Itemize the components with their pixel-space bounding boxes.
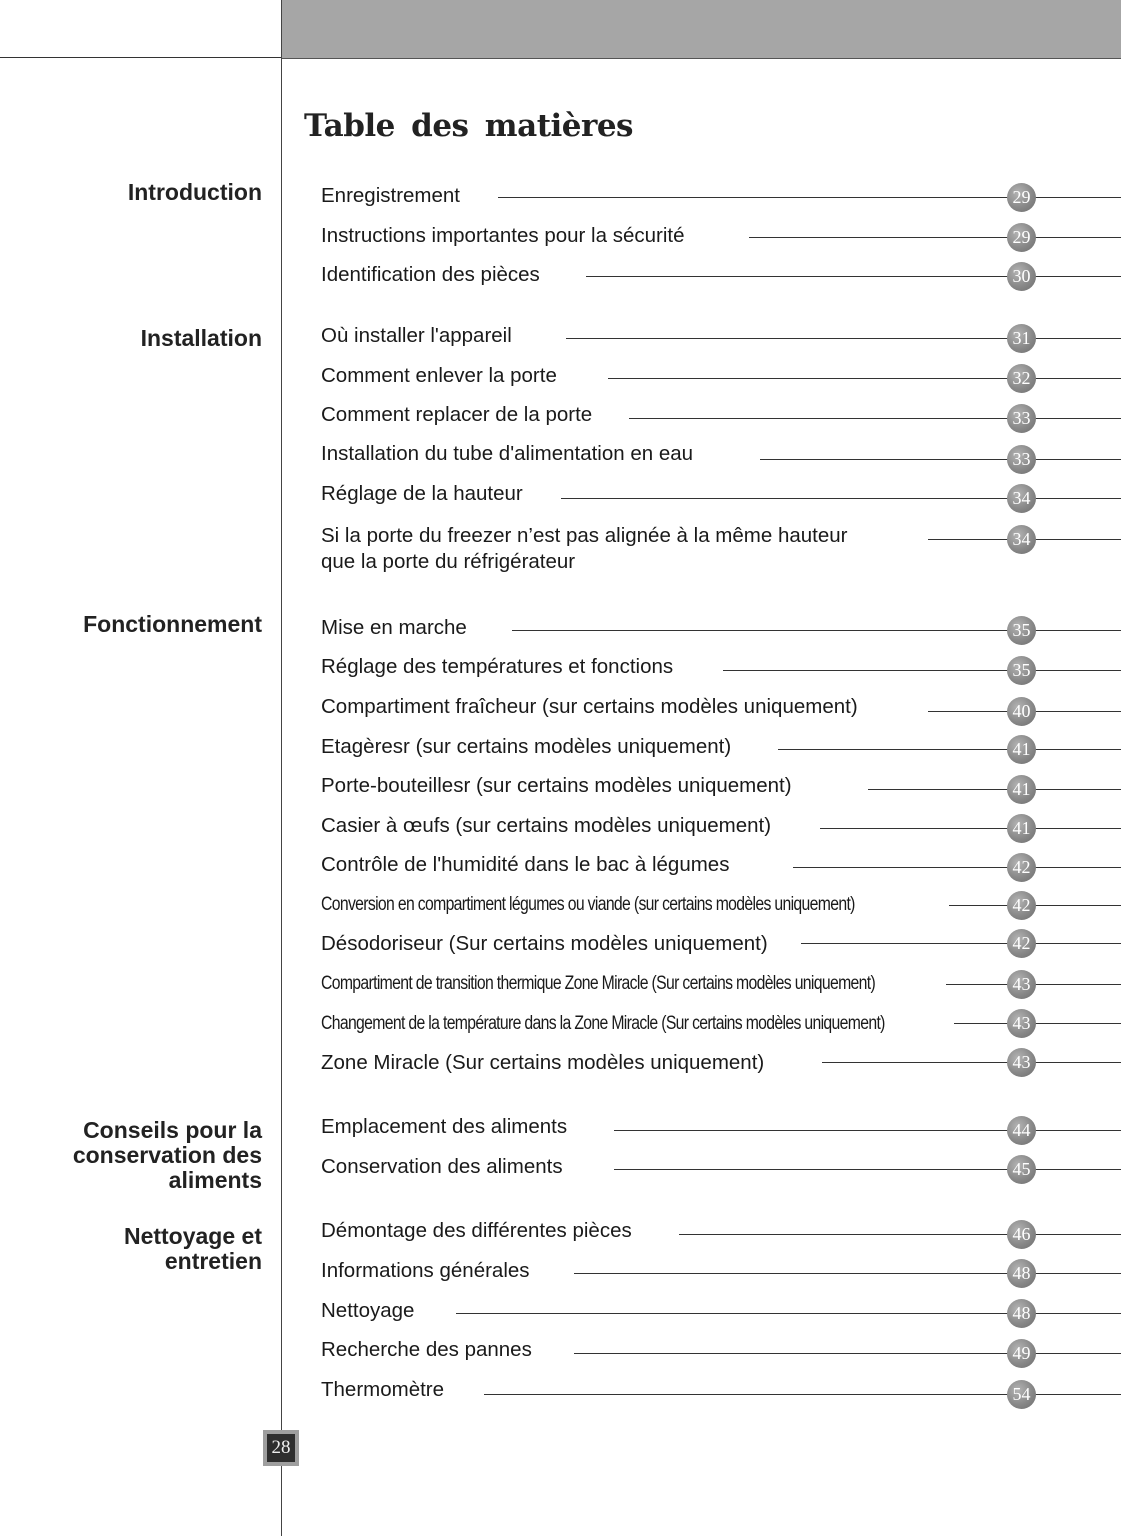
toc-entry-title: Recherche des pannes bbox=[321, 1338, 532, 1361]
toc-entry-title: Désodoriseur (Sur certains modèles uniquement) bbox=[321, 932, 768, 955]
page-number-badge: 40 bbox=[1007, 697, 1036, 726]
page-number-badge: 30 bbox=[1007, 262, 1036, 291]
header-band bbox=[282, 0, 1121, 59]
section-label: Introduction bbox=[127, 179, 262, 205]
dotted-leader bbox=[723, 670, 1121, 671]
toc-entry-title: Porte-bouteillesr (sur certains modèles uniquement) bbox=[321, 774, 792, 797]
page-number-badge: 29 bbox=[1007, 183, 1036, 212]
page-number-badge: 32 bbox=[1007, 364, 1036, 393]
page-number-badge: 48 bbox=[1007, 1299, 1036, 1328]
page-number-badge: 41 bbox=[1007, 775, 1036, 804]
dotted-leader bbox=[614, 1130, 1121, 1131]
toc-entry-title: Installation du tube d'alimentation en eau bbox=[321, 442, 694, 465]
toc-entry-title: Si la porte du freezer n’est pas alignée à la même hauteur que la porte du réfrigérateur bbox=[321, 524, 848, 573]
toc-entry-title: Démontage des différentes pièces bbox=[321, 1219, 632, 1242]
page-number-badge: 34 bbox=[1007, 484, 1036, 513]
dotted-leader bbox=[954, 1023, 1121, 1024]
top-left-rule bbox=[0, 57, 282, 58]
page-number-badge: 41 bbox=[1007, 814, 1036, 843]
section-label: Nettoyage et entretien bbox=[123, 1223, 262, 1274]
page-number-badge: 43 bbox=[1007, 970, 1036, 999]
toc-entry-title: Comment enlever la porte bbox=[321, 364, 557, 387]
dotted-leader bbox=[801, 943, 1121, 944]
toc-entry-title: Réglage des températures et fonctions bbox=[321, 655, 674, 678]
page-number-badge: 49 bbox=[1007, 1339, 1036, 1368]
page-number-badge: 29 bbox=[1007, 223, 1036, 252]
dotted-leader bbox=[614, 1169, 1121, 1170]
page-number: 28 bbox=[267, 1434, 295, 1462]
toc-entry-title: Casier à œufs (sur certains modèles uniquement) bbox=[321, 814, 772, 837]
dotted-leader bbox=[793, 867, 1121, 868]
toc-entry-title: Enregistrement bbox=[321, 184, 461, 207]
page-number-badge: 31 bbox=[1007, 324, 1036, 353]
page-number-badge: 35 bbox=[1007, 656, 1036, 685]
page-number-badge: 41 bbox=[1007, 735, 1036, 764]
page-number-badge: 35 bbox=[1007, 616, 1036, 645]
dotted-leader bbox=[566, 338, 1121, 339]
section-label: Fonctionnement bbox=[83, 611, 262, 637]
toc-entry-title: Mise en marche bbox=[321, 616, 467, 639]
page-number-badge: 43 bbox=[1007, 1048, 1036, 1077]
toc-entry-title: Réglage de la hauteur bbox=[321, 482, 523, 505]
toc-entry-title: Identification des pièces bbox=[321, 263, 540, 286]
page-title: Table des matières bbox=[304, 108, 634, 144]
page-number-badge: 45 bbox=[1007, 1155, 1036, 1184]
toc-entry-title: Etagèresr (sur certains modèles uniquement) bbox=[321, 735, 732, 758]
page-number-badge: 54 bbox=[1007, 1380, 1036, 1409]
dotted-leader bbox=[561, 498, 1121, 499]
page-number-badge: 33 bbox=[1007, 445, 1036, 474]
dotted-leader bbox=[679, 1234, 1121, 1235]
page-number-badge: 33 bbox=[1007, 404, 1036, 433]
page-number-badge: 43 bbox=[1007, 1009, 1036, 1038]
page-number-badge: 42 bbox=[1007, 891, 1036, 920]
dotted-leader bbox=[778, 749, 1121, 750]
dotted-leader bbox=[749, 237, 1121, 238]
dotted-leader bbox=[586, 276, 1121, 277]
toc-entry-title: Conversion en compartiment légumes ou viande (sur certains modèles uniquement) bbox=[321, 894, 855, 915]
toc-entry-title: Conservation des aliments bbox=[321, 1155, 563, 1178]
page-number-badge: 44 bbox=[1007, 1116, 1036, 1145]
page-number-badge: 42 bbox=[1007, 853, 1036, 882]
page-number-badge: 48 bbox=[1007, 1259, 1036, 1288]
page-number-badge: 34 bbox=[1007, 525, 1036, 554]
toc-entry-title: Thermomètre bbox=[321, 1378, 445, 1401]
toc-entry-title: Où installer l'appareil bbox=[321, 324, 512, 347]
page-number-badge bbox=[263, 1430, 299, 1466]
page-number-badge: 46 bbox=[1007, 1220, 1036, 1249]
toc-entry-title: Instructions importantes pour la sécurité bbox=[321, 224, 685, 247]
dotted-leader bbox=[608, 378, 1121, 379]
toc-entry-title: Changement de la température dans la Zone Miracle (Sur certains modèles uniquement) bbox=[321, 1013, 885, 1034]
dotted-leader bbox=[760, 459, 1121, 460]
toc-entry-title: Nettoyage bbox=[321, 1299, 415, 1322]
toc-entry-title: Comment replacer de la porte bbox=[321, 403, 593, 426]
page-number-badge: 42 bbox=[1007, 929, 1036, 958]
dotted-leader bbox=[820, 828, 1121, 829]
toc-entry-title: Contrôle de l'humidité dans le bac à légumes bbox=[321, 853, 730, 876]
toc-entry-title: Compartiment fraîcheur (sur certains modèles uniquement) bbox=[321, 695, 858, 718]
toc-entry-title: Emplacement des aliments bbox=[321, 1115, 568, 1138]
toc-entry-title: Informations générales bbox=[321, 1259, 530, 1282]
toc-entry-title: Zone Miracle (Sur certains modèles uniquement) bbox=[321, 1051, 765, 1074]
dotted-leader bbox=[822, 1062, 1121, 1063]
toc-entry-title: Compartiment de transition thermique Zone Miracle (Sur certains modèles uniquement) bbox=[321, 973, 876, 994]
section-label: Conseils pour la conservation des aliments bbox=[72, 1117, 262, 1193]
section-label: Installation bbox=[140, 325, 262, 351]
dotted-leader bbox=[629, 418, 1121, 419]
dotted-leader bbox=[574, 1353, 1121, 1354]
dotted-leader bbox=[574, 1273, 1121, 1274]
vertical-divider bbox=[281, 0, 282, 1536]
dotted-leader bbox=[868, 789, 1121, 790]
